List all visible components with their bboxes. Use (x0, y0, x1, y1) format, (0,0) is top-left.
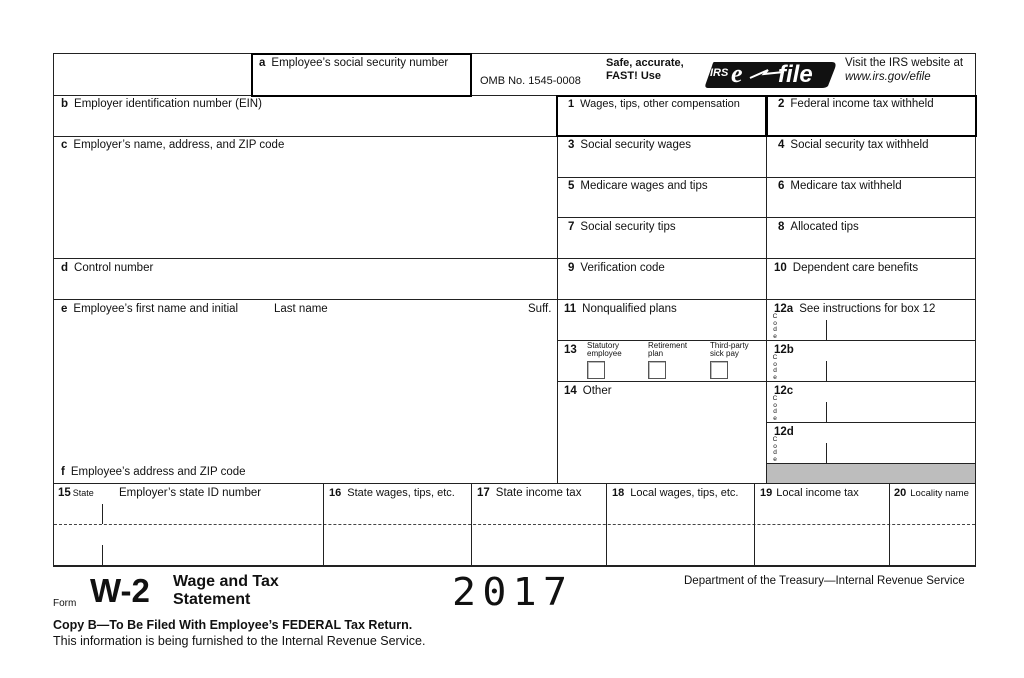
visit-irs-line-1: Visit the IRS website at (845, 57, 964, 69)
box-14-label: 14 Other (564, 385, 612, 397)
efile-tagline-1: Safe, accurate, (606, 57, 684, 69)
box-12a-code-caption: C o d e (772, 313, 778, 340)
box-1-field[interactable] (560, 112, 764, 134)
box-15-state-field-1[interactable] (56, 504, 100, 523)
box-15-id-field-1[interactable] (105, 504, 320, 523)
box-16-field[interactable] (326, 504, 468, 564)
box-12d-label: 12d (774, 426, 794, 438)
box-16-label: 16 State wages, tips, etc. (329, 487, 455, 499)
box-12a-amount-field[interactable] (829, 320, 973, 339)
box-c-field[interactable] (56, 153, 554, 255)
box-12d-amount-field[interactable] (829, 443, 973, 462)
box-6-field[interactable] (769, 194, 972, 215)
retirement-plan-label: Retirement plan (648, 341, 688, 358)
box-f-label: f Employee’s address and ZIP code (61, 466, 246, 478)
box-a-label: a Employee’s social security number (259, 57, 449, 69)
box-15-label: 15 State (58, 487, 94, 499)
box-b-label: b Employer identification number (EIN) (61, 98, 262, 110)
box-8-label: 8 Allocated tips (778, 221, 859, 233)
box-20-field[interactable] (892, 504, 973, 564)
box-8-field[interactable] (769, 235, 972, 256)
shaded-area (767, 464, 975, 483)
box-e-label: e Employee’s first name and initial (61, 303, 239, 315)
statutory-employee-label: Statutory employee (587, 341, 622, 358)
box-4-label: 4 Social security tax withheld (778, 139, 929, 151)
box-e-field[interactable] (56, 318, 554, 458)
box-4-field[interactable] (769, 153, 972, 175)
box-14-field[interactable] (560, 400, 764, 480)
info-furnished-line: This information is being furnished to the Internal Revenue Service. (53, 634, 426, 648)
box-12b-amount-field[interactable] (829, 361, 973, 380)
third-party-sick-pay-checkbox[interactable] (710, 361, 728, 379)
box-12d-code-caption: C o d e (772, 436, 778, 463)
efile-logo-file: file (778, 61, 813, 88)
copy-b-line: Copy B—To Be Filed With Employee’s FEDERAL Tax Return. (53, 618, 413, 632)
box-12c-label: 12c (774, 385, 794, 397)
retirement-plan-checkbox[interactable] (648, 361, 666, 379)
box-12c-code-field[interactable] (780, 402, 824, 421)
box-12b-code-field[interactable] (780, 361, 824, 380)
efile-logo-irs: IRS (710, 67, 729, 79)
box-1-label: 1 Wages, tips, other compensation (568, 98, 740, 110)
box-19-field[interactable] (757, 504, 886, 564)
third-party-sick-pay-label: Third-party sick pay (710, 341, 749, 358)
box-20-label: 20 Locality name (894, 487, 969, 499)
box-11-label: 11 Nonqualified plans (564, 303, 677, 315)
box-6-label: 6 Medicare tax withheld (778, 180, 902, 192)
box-12a-code-field[interactable] (780, 320, 824, 339)
box-15-id-field-2[interactable] (105, 545, 320, 564)
box-b-field[interactable] (56, 112, 554, 134)
box-12c-code-caption: C o d e (772, 395, 778, 422)
box-5-label: 5 Medicare wages and tips (568, 180, 708, 192)
box-12a-label: 12a See instructions for box 12 (774, 303, 936, 315)
omb-number: OMB No. 1545-0008 (480, 75, 581, 87)
box-13-number: 13 (564, 344, 577, 356)
form-title-line-1: Wage and Tax (173, 573, 279, 590)
statutory-employee-checkbox[interactable] (587, 361, 605, 379)
box-9-label: 9 Verification code (568, 262, 665, 274)
box-18-label: 18 Local wages, tips, etc. (612, 487, 739, 499)
box-17-label: 17 State income tax (477, 487, 582, 499)
box-18-field[interactable] (609, 504, 751, 564)
box-10-field[interactable] (769, 276, 972, 297)
box-a-field[interactable] (256, 72, 468, 94)
box-19-label: 19 Local income tax (760, 487, 859, 499)
box-15-state-field-2[interactable] (56, 545, 100, 564)
box-12b-label: 12b (774, 344, 794, 356)
box-11-field[interactable] (560, 317, 764, 338)
form-word: Form (53, 598, 77, 609)
box-7-label: 7 Social security tips (568, 221, 676, 233)
form-name: W-2 (90, 572, 150, 609)
box-9-field[interactable] (560, 276, 764, 297)
box-e-last-name-label: Last name (274, 303, 328, 315)
box-17-field[interactable] (474, 504, 603, 564)
irs-efile-logo (704, 60, 838, 90)
department-line: Department of the Treasury—Internal Revenue Service (684, 575, 965, 587)
box-3-field[interactable] (560, 153, 764, 175)
box-15-employer-state-id-label: Employer’s state ID number (119, 487, 262, 499)
tax-year: 2017 (452, 570, 574, 614)
box-10-label: 10 Dependent care benefits (774, 262, 919, 274)
box-5-field[interactable] (560, 194, 764, 215)
box-d-field[interactable] (56, 276, 554, 296)
efile-logo-e: e (731, 59, 743, 88)
box-2-label: 2 Federal income tax withheld (778, 98, 934, 110)
efile-tagline-2: FAST! Use (606, 70, 662, 82)
box-e-suffix-label: Suff. (528, 303, 552, 315)
visit-irs-line-2: www.irs.gov/efile (845, 71, 931, 83)
box-7-field[interactable] (560, 235, 764, 256)
box-3-label: 3 Social security wages (568, 139, 691, 151)
box-12d-code-field[interactable] (780, 443, 824, 462)
box-12b-code-caption: C o d e (772, 354, 778, 381)
box-12c-amount-field[interactable] (829, 402, 973, 421)
box-d-label: d Control number (61, 262, 154, 274)
box-c-label: c Employer’s name, address, and ZIP code (61, 139, 285, 151)
box-2-field[interactable] (769, 112, 972, 134)
form-title-line-2: Statement (173, 591, 251, 608)
